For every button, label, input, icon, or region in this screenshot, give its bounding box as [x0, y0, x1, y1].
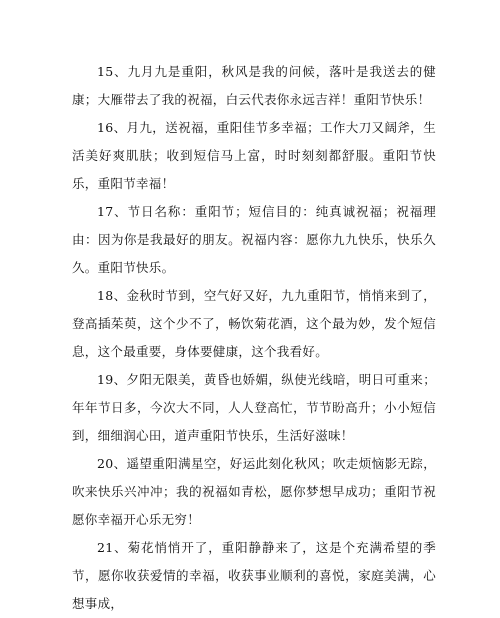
paragraph-18: 18、金秋时节到，空气好又好，九九重阳节，悄悄来到了，登高插茱萸，这个少不了，畅饮菊花酒，这个最为妙，发个短信息，这个最重要，身体要健康，这个我看好。 [72, 288, 436, 359]
paragraph-16: 16、月九，送祝福，重阳佳节多幸福；工作大刀又阔斧，生活美好爽肌肤；收到短信马上富，时时刻刻都舒服。重阳节快乐，重阳节幸福！ [72, 120, 436, 191]
paragraph-17: 17、节日名称：重阳节；短信目的：纯真诚祝福；祝福理由：因为你是我最好的朋友。祝福内容：愿你九九快乐，快乐久久。重阳节快乐。 [72, 204, 436, 275]
document-body [72, 58, 436, 618]
paragraph-19: 19、夕阳无限美，黄昏也娇媚，纵使光线暗，明日可重来；年年节日多，今次大不同，人人登高忙，节节盼高升；小小短信到，细细润心田，道声重阳节快乐，生活好滋味！ [72, 372, 436, 443]
paragraph-20: 20、遥望重阳满星空，好运此刻化秋风；吹走烦恼影无踪，吹来快乐兴冲冲；我的祝福如青松，愿你梦想早成功；重阳节祝愿你幸福开心乐无穷！ [72, 456, 436, 527]
paragraph-21: 21、菊花悄悄开了，重阳静静来了，这是个充满希望的季节，愿你收获爱情的幸福，收获事业顺利的喜悦，家庭美满，心想事成， [72, 540, 436, 611]
paragraph-15: 15、九月九是重阳，秋风是我的问候，落叶是我送去的健康；大雁带去了我的祝福，白云代表你永远吉祥！重阳节快乐！ [72, 64, 436, 107]
